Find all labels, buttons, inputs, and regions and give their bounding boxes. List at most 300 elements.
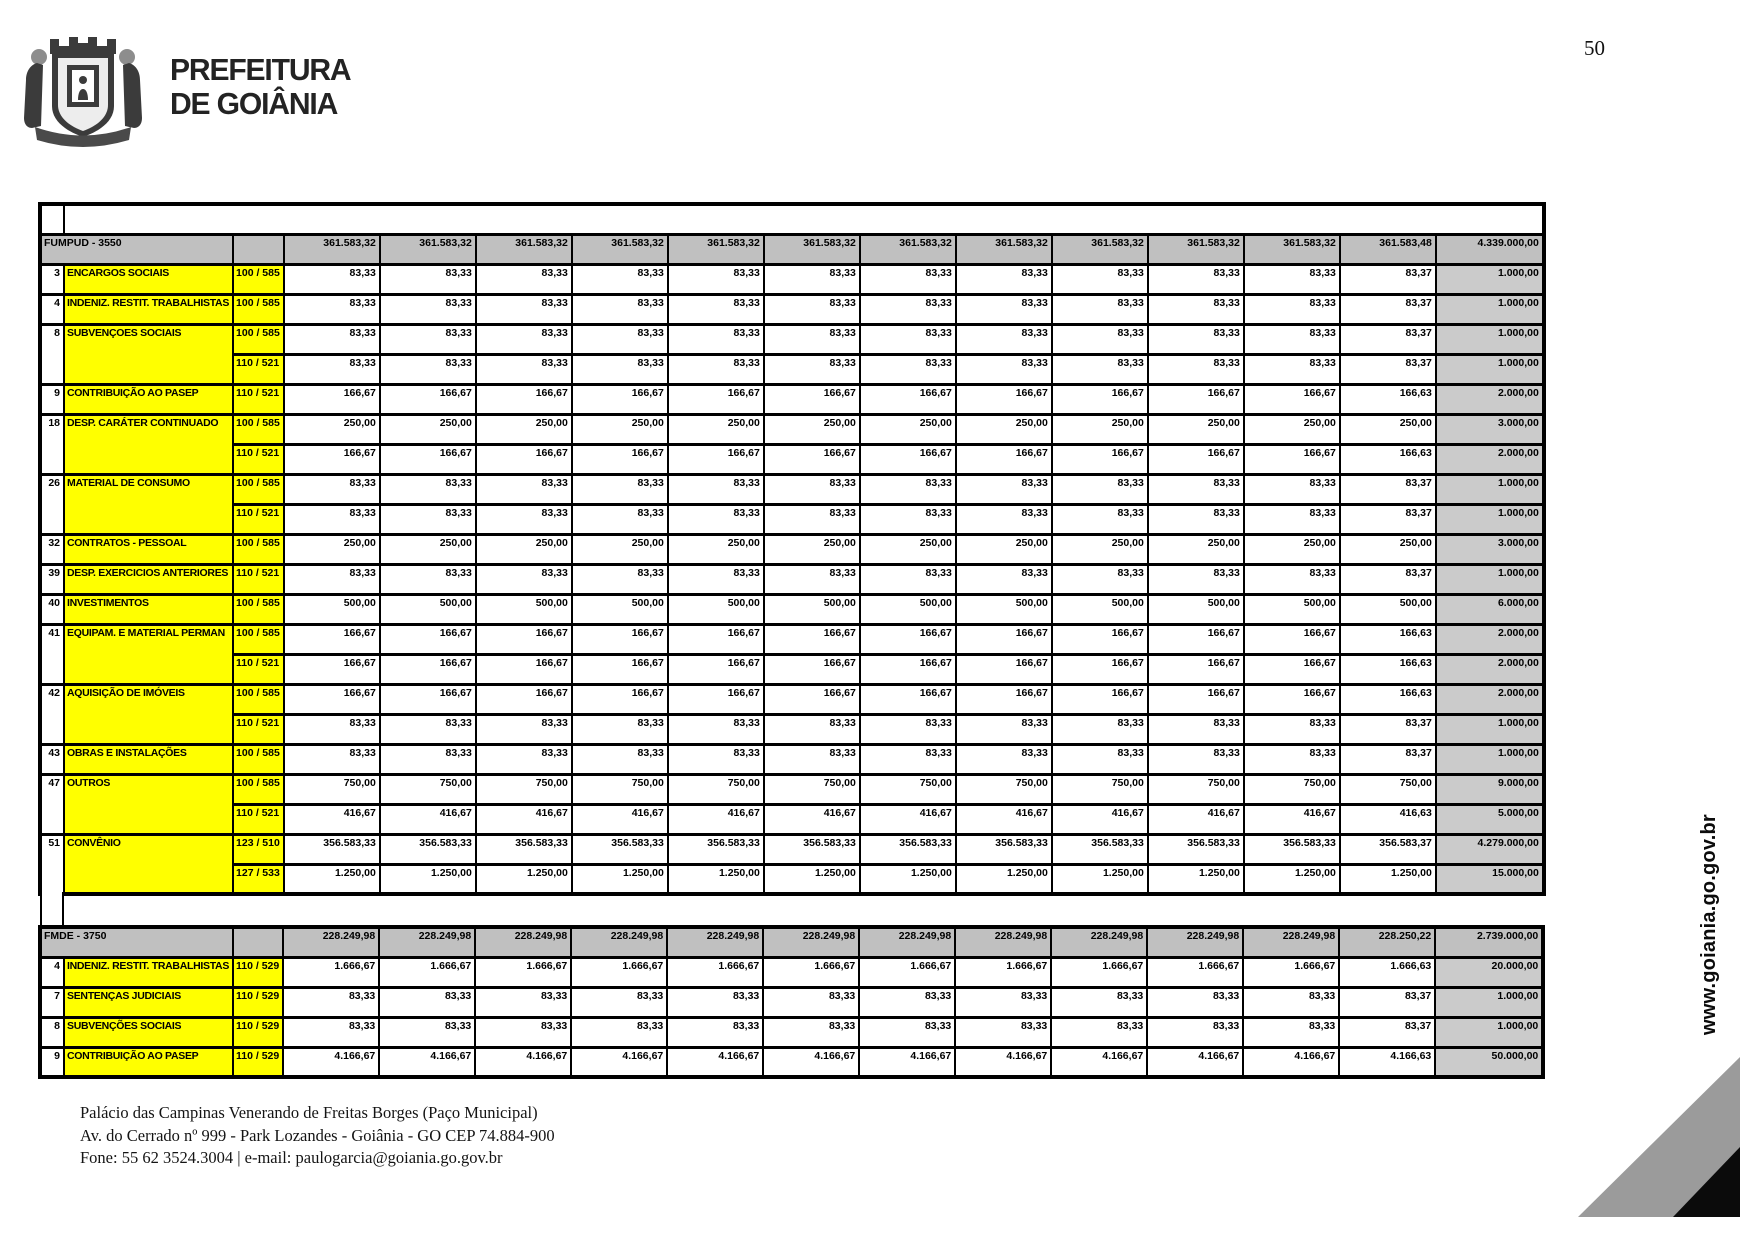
value-cell: 250,00 [956, 414, 1052, 444]
section-month-total-cell: 228.249,98 [955, 927, 1051, 957]
value-cell: 500,00 [572, 594, 668, 624]
value-cell: 83,33 [860, 564, 956, 594]
value-cell: 1.250,00 [668, 864, 764, 894]
category-cell: DESP. CARÁTER CONTINUADO [64, 414, 233, 474]
value-cell: 83,33 [475, 987, 571, 1017]
value-cell: 83,33 [859, 1017, 955, 1047]
value-cell: 416,67 [1052, 804, 1148, 834]
value-cell: 83,33 [1244, 744, 1340, 774]
value-cell: 83,33 [764, 474, 860, 504]
value-cell: 500,00 [1148, 594, 1244, 624]
value-cell: 83,33 [284, 504, 380, 534]
spacer-row [40, 204, 1544, 234]
value-cell: 83,33 [284, 324, 380, 354]
value-cell: 166,67 [860, 684, 956, 714]
value-cell: 83,33 [1051, 1017, 1147, 1047]
value-cell: 250,00 [476, 414, 572, 444]
table-row [40, 834, 1544, 864]
value-cell: 83,33 [860, 474, 956, 504]
section-month-total-cell: 228.249,98 [667, 927, 763, 957]
code-cell: 100 / 585 [233, 534, 284, 564]
value-cell: 166,67 [956, 384, 1052, 414]
row-number-cell: 42 [40, 684, 64, 744]
value-cell: 250,00 [572, 414, 668, 444]
value-cell: 83,33 [1243, 1017, 1339, 1047]
value-cell: 166,67 [956, 444, 1052, 474]
value-cell: 416,67 [380, 804, 476, 834]
value-cell: 83,33 [860, 714, 956, 744]
value-cell: 750,00 [1340, 774, 1436, 804]
value-cell: 166,67 [476, 444, 572, 474]
section-header-row [40, 927, 1543, 957]
table-row [40, 534, 1544, 564]
value-cell: 250,00 [956, 534, 1052, 564]
value-cell: 250,00 [764, 534, 860, 564]
value-cell: 83,33 [956, 294, 1052, 324]
row-number-cell: 18 [40, 414, 64, 474]
value-cell: 166,67 [1052, 654, 1148, 684]
table-row [40, 354, 1544, 384]
total-cell: 20.000,00 [1435, 957, 1543, 987]
total-cell: 9.000,00 [1436, 774, 1544, 804]
category-cell: CONTRIBUIÇÃO AO PASEP [64, 1047, 233, 1077]
section-month-total-cell: 228.249,98 [1147, 927, 1243, 957]
value-cell: 166,67 [476, 384, 572, 414]
row-number-cell: 4 [40, 957, 64, 987]
value-cell: 83,33 [476, 714, 572, 744]
value-cell: 1.250,00 [572, 864, 668, 894]
footer-line-address: Av. do Cerrado nº 999 - Park Lozandes - Goiânia - GO CEP 74.884-900 [80, 1125, 555, 1145]
value-cell: 4.166,67 [1051, 1047, 1147, 1077]
value-cell: 416,67 [1244, 804, 1340, 834]
section-month-total-cell: 361.583,32 [1052, 234, 1148, 264]
value-cell: 83,33 [1148, 714, 1244, 744]
code-cell: 100 / 585 [233, 324, 284, 354]
value-cell: 500,00 [668, 594, 764, 624]
value-cell: 166,67 [1052, 684, 1148, 714]
category-cell: SUBVENÇÕES SOCIAIS [64, 1017, 233, 1047]
value-cell: 416,67 [764, 804, 860, 834]
value-cell: 250,00 [1148, 534, 1244, 564]
value-cell: 1.250,00 [284, 864, 380, 894]
value-cell: 250,00 [284, 414, 380, 444]
value-cell: 83,33 [1052, 294, 1148, 324]
code-cell: 110 / 521 [233, 564, 284, 594]
value-cell: 166,67 [1052, 384, 1148, 414]
total-cell: 3.000,00 [1436, 534, 1544, 564]
row-number-cell: 26 [40, 474, 64, 534]
table-row [40, 264, 1544, 294]
value-cell: 166,67 [572, 444, 668, 474]
value-cell: 166,67 [956, 684, 1052, 714]
value-cell: 83,33 [764, 504, 860, 534]
value-cell: 83,33 [380, 744, 476, 774]
value-cell: 83,33 [379, 1017, 475, 1047]
value-cell: 500,00 [380, 594, 476, 624]
value-cell: 83,33 [668, 504, 764, 534]
table-row [40, 684, 1544, 714]
value-cell: 250,00 [572, 534, 668, 564]
value-cell: 83,33 [284, 564, 380, 594]
value-cell: 166,67 [764, 624, 860, 654]
value-cell: 83,33 [860, 324, 956, 354]
value-cell: 416,63 [1340, 804, 1436, 834]
value-cell: 83,33 [764, 294, 860, 324]
value-cell: 166,67 [1244, 384, 1340, 414]
value-cell: 356.583,33 [668, 834, 764, 864]
value-cell: 83,37 [1340, 564, 1436, 594]
table-row [40, 1047, 1543, 1077]
total-cell: 2.000,00 [1436, 624, 1544, 654]
value-cell: 750,00 [1052, 774, 1148, 804]
value-cell: 166,67 [380, 654, 476, 684]
value-cell: 500,00 [860, 594, 956, 624]
row-number-cell: 8 [40, 1017, 64, 1047]
value-cell: 166,67 [860, 384, 956, 414]
value-cell: 83,33 [1052, 264, 1148, 294]
value-cell: 166,67 [572, 654, 668, 684]
value-cell: 1.666,67 [571, 957, 667, 987]
value-cell: 83,33 [380, 474, 476, 504]
total-cell: 50.000,00 [1435, 1047, 1543, 1077]
value-cell: 166,63 [1340, 624, 1436, 654]
value-cell: 83,33 [572, 504, 668, 534]
value-cell: 83,33 [1052, 744, 1148, 774]
section-month-total-cell: 361.583,48 [1340, 234, 1436, 264]
value-cell: 750,00 [476, 774, 572, 804]
code-cell: 100 / 585 [233, 774, 284, 804]
value-cell: 83,33 [956, 354, 1052, 384]
section-month-total-cell: 361.583,32 [380, 234, 476, 264]
value-cell: 1.666,67 [475, 957, 571, 987]
total-cell: 1.000,00 [1436, 504, 1544, 534]
value-cell: 750,00 [380, 774, 476, 804]
value-cell: 83,33 [380, 264, 476, 294]
value-cell: 356.583,33 [380, 834, 476, 864]
section-month-total-cell: 361.583,32 [668, 234, 764, 264]
value-cell: 83,33 [1148, 264, 1244, 294]
value-cell: 356.583,33 [956, 834, 1052, 864]
value-cell: 83,33 [572, 354, 668, 384]
page-number: 50 [1584, 36, 1605, 60]
table-row [40, 444, 1544, 474]
value-cell: 83,33 [572, 294, 668, 324]
code-cell: 110 / 521 [233, 444, 284, 474]
code-cell: 110 / 521 [233, 654, 284, 684]
value-cell: 166,67 [284, 444, 380, 474]
value-cell: 166,67 [860, 624, 956, 654]
row-number-cell: 4 [40, 294, 64, 324]
table-row [40, 987, 1543, 1017]
value-cell: 356.583,33 [860, 834, 956, 864]
value-cell: 83,33 [476, 324, 572, 354]
value-cell: 416,67 [476, 804, 572, 834]
value-cell: 83,37 [1340, 474, 1436, 504]
value-cell: 83,33 [572, 744, 668, 774]
table-row [40, 594, 1544, 624]
code-cell: 110 / 521 [233, 384, 284, 414]
total-cell: 1.000,00 [1436, 744, 1544, 774]
value-cell: 166,67 [1244, 684, 1340, 714]
value-cell: 83,33 [1148, 744, 1244, 774]
value-cell: 83,33 [476, 504, 572, 534]
value-cell: 750,00 [764, 774, 860, 804]
value-cell: 166,67 [1052, 624, 1148, 654]
value-cell: 1.666,67 [1243, 957, 1339, 987]
section-month-total-cell: 228.250,22 [1339, 927, 1435, 957]
code-cell: 110 / 521 [233, 504, 284, 534]
spacer-gutter-cell [40, 204, 64, 234]
value-cell: 83,33 [284, 744, 380, 774]
value-cell: 166,67 [476, 654, 572, 684]
total-cell: 1.000,00 [1435, 987, 1543, 1017]
total-cell: 1.000,00 [1436, 474, 1544, 504]
value-cell: 250,00 [764, 414, 860, 444]
table-row [40, 384, 1544, 414]
value-cell: 1.666,67 [859, 957, 955, 987]
value-cell: 166,67 [380, 384, 476, 414]
value-cell: 83,33 [284, 714, 380, 744]
value-cell: 166,67 [860, 444, 956, 474]
value-cell: 250,00 [668, 414, 764, 444]
table-row [40, 294, 1544, 324]
table-row [40, 324, 1544, 354]
section-grand-total-cell: 4.339.000,00 [1436, 234, 1544, 264]
value-cell: 166,67 [668, 684, 764, 714]
code-cell: 100 / 585 [233, 264, 284, 294]
value-cell: 1.666,67 [955, 957, 1051, 987]
value-cell: 83,33 [284, 264, 380, 294]
category-cell: EQUIPAM. E MATERIAL PERMAN [64, 624, 233, 684]
value-cell: 4.166,67 [955, 1047, 1051, 1077]
value-cell: 83,33 [956, 504, 1052, 534]
section-code-cell [233, 234, 284, 264]
value-cell: 83,33 [475, 1017, 571, 1047]
value-cell: 166,67 [572, 384, 668, 414]
value-cell: 83,33 [1148, 324, 1244, 354]
value-cell: 83,33 [284, 354, 380, 384]
section-month-total-cell: 228.249,98 [571, 927, 667, 957]
value-cell: 83,33 [764, 564, 860, 594]
value-cell: 83,33 [572, 264, 668, 294]
value-cell: 83,33 [1244, 714, 1340, 744]
value-cell: 83,33 [572, 564, 668, 594]
value-cell: 83,33 [668, 474, 764, 504]
value-cell: 1.250,00 [956, 864, 1052, 894]
value-cell: 83,33 [1052, 564, 1148, 594]
value-cell: 83,33 [860, 744, 956, 774]
value-cell: 83,33 [1243, 987, 1339, 1017]
value-cell: 250,00 [1340, 534, 1436, 564]
value-cell: 1.250,00 [764, 864, 860, 894]
row-number-cell: 7 [40, 987, 64, 1017]
value-cell: 83,33 [1148, 504, 1244, 534]
value-cell: 500,00 [284, 594, 380, 624]
value-cell: 83,33 [764, 354, 860, 384]
code-cell: 110 / 529 [233, 957, 283, 987]
total-cell: 5.000,00 [1436, 804, 1544, 834]
value-cell: 83,33 [956, 324, 1052, 354]
value-cell: 4.166,67 [859, 1047, 955, 1077]
value-cell: 83,33 [1051, 987, 1147, 1017]
row-number-cell: 39 [40, 564, 64, 594]
total-cell: 4.279.000,00 [1436, 834, 1544, 864]
value-cell: 83,33 [668, 564, 764, 594]
value-cell: 1.250,00 [1340, 864, 1436, 894]
value-cell: 83,33 [380, 564, 476, 594]
value-cell: 83,33 [956, 744, 1052, 774]
total-cell: 2.000,00 [1436, 384, 1544, 414]
value-cell: 416,67 [284, 804, 380, 834]
section-title-cell: FUMPUD - 3550 [40, 234, 233, 264]
row-number-cell: 9 [40, 1047, 64, 1077]
value-cell: 500,00 [476, 594, 572, 624]
value-cell: 83,33 [1052, 714, 1148, 744]
value-cell: 83,33 [284, 474, 380, 504]
row-number-cell: 9 [40, 384, 64, 414]
value-cell: 166,67 [1244, 444, 1340, 474]
category-cell: SENTENÇAS JUDICIAIS [64, 987, 233, 1017]
value-cell: 166,67 [380, 624, 476, 654]
section-month-total-cell: 361.583,32 [1148, 234, 1244, 264]
value-cell: 166,67 [476, 684, 572, 714]
value-cell: 83,33 [571, 1017, 667, 1047]
value-cell: 83,33 [1244, 294, 1340, 324]
value-cell: 83,33 [572, 324, 668, 354]
value-cell: 83,33 [955, 987, 1051, 1017]
value-cell: 83,33 [860, 264, 956, 294]
value-cell: 750,00 [860, 774, 956, 804]
footer-line-palace: Palácio das Campinas Venerando de Freitas Borges (Paço Municipal) [80, 1103, 538, 1122]
value-cell: 500,00 [1052, 594, 1148, 624]
section-month-total-cell: 228.249,98 [763, 927, 859, 957]
value-cell: 166,67 [1148, 624, 1244, 654]
value-cell: 83,33 [572, 714, 668, 744]
value-cell: 83,33 [380, 714, 476, 744]
section-month-total-cell: 361.583,32 [860, 234, 956, 264]
value-cell: 166,67 [860, 654, 956, 684]
code-cell: 100 / 585 [233, 684, 284, 714]
value-cell: 166,63 [1340, 654, 1436, 684]
code-cell: 100 / 585 [233, 594, 284, 624]
row-number-cell: 32 [40, 534, 64, 564]
total-cell: 2.000,00 [1436, 684, 1544, 714]
row-number-cell: 43 [40, 744, 64, 774]
total-cell: 1.000,00 [1436, 264, 1544, 294]
value-cell: 83,33 [476, 294, 572, 324]
value-cell: 83,33 [955, 1017, 1051, 1047]
total-cell: 1.000,00 [1436, 294, 1544, 324]
value-cell: 83,33 [283, 987, 379, 1017]
value-cell: 750,00 [1244, 774, 1340, 804]
value-cell: 83,33 [1052, 504, 1148, 534]
row-number-cell: 40 [40, 594, 64, 624]
value-cell: 83,37 [1339, 987, 1435, 1017]
value-cell: 83,37 [1340, 294, 1436, 324]
value-cell: 83,33 [1244, 264, 1340, 294]
value-cell: 83,33 [668, 354, 764, 384]
table-row [40, 864, 1544, 894]
table-row [40, 714, 1544, 744]
section-month-total-cell: 361.583,32 [572, 234, 668, 264]
value-cell: 356.583,33 [764, 834, 860, 864]
code-cell: 100 / 585 [233, 414, 284, 444]
value-cell: 416,67 [572, 804, 668, 834]
value-cell: 83,33 [476, 354, 572, 384]
value-cell: 1.250,00 [1052, 864, 1148, 894]
value-cell: 83,33 [764, 324, 860, 354]
total-cell: 1.000,00 [1435, 1017, 1543, 1047]
value-cell: 83,33 [1052, 474, 1148, 504]
value-cell: 4.166,67 [1147, 1047, 1243, 1077]
value-cell: 166,67 [1148, 684, 1244, 714]
total-cell: 3.000,00 [1436, 414, 1544, 444]
value-cell: 83,33 [1244, 324, 1340, 354]
value-cell: 4.166,67 [763, 1047, 859, 1077]
value-cell: 83,33 [1052, 354, 1148, 384]
city-coat-of-arms-icon [8, 24, 158, 150]
value-cell: 83,33 [1147, 1017, 1243, 1047]
value-cell: 166,67 [764, 444, 860, 474]
value-cell: 4.166,67 [1243, 1047, 1339, 1077]
value-cell: 83,37 [1340, 744, 1436, 774]
value-cell: 356.583,33 [1244, 834, 1340, 864]
value-cell: 250,00 [1052, 414, 1148, 444]
row-number-cell: 47 [40, 774, 64, 834]
category-cell: INVESTIMENTOS [64, 594, 233, 624]
value-cell: 4.166,63 [1339, 1047, 1435, 1077]
value-cell: 750,00 [1148, 774, 1244, 804]
brand-title [170, 53, 350, 121]
value-cell: 250,00 [1244, 534, 1340, 564]
category-cell: CONTRATOS - PESSOAL [64, 534, 233, 564]
budget-table-fumpud [38, 202, 1546, 896]
category-cell: OBRAS E INSTALAÇÕES [64, 744, 233, 774]
total-cell: 1.000,00 [1436, 354, 1544, 384]
code-cell: 110 / 529 [233, 1047, 283, 1077]
value-cell: 83,33 [764, 744, 860, 774]
value-cell: 83,33 [956, 714, 1052, 744]
value-cell: 4.166,67 [379, 1047, 475, 1077]
section-month-total-cell: 228.249,98 [1243, 927, 1339, 957]
total-cell: 1.000,00 [1436, 714, 1544, 744]
footer-line-phone-email: Fone: 55 62 3524.3004 | e-mail: paulogarcia@goiania.go.gov.br [80, 1148, 503, 1167]
value-cell: 83,33 [1148, 354, 1244, 384]
table-row [40, 564, 1544, 594]
value-cell: 1.666,67 [379, 957, 475, 987]
section-code-cell [233, 927, 283, 957]
value-cell: 250,00 [668, 534, 764, 564]
value-cell: 166,63 [1340, 444, 1436, 474]
category-cell: ENCARGOS SOCIAIS [64, 264, 233, 294]
category-cell: INDENIZ. RESTIT. TRABALHISTAS [64, 294, 233, 324]
section-month-total-cell: 228.249,98 [379, 927, 475, 957]
value-cell: 1.666,67 [283, 957, 379, 987]
value-cell: 166,67 [668, 654, 764, 684]
spacer-cell [64, 204, 1544, 234]
value-cell: 83,33 [476, 264, 572, 294]
value-cell: 83,33 [476, 564, 572, 594]
value-cell: 83,37 [1339, 1017, 1435, 1047]
table-row [40, 744, 1544, 774]
value-cell: 83,33 [764, 714, 860, 744]
code-cell: 110 / 529 [233, 987, 283, 1017]
section-month-total-cell: 228.249,98 [1051, 927, 1147, 957]
value-cell: 250,00 [1052, 534, 1148, 564]
category-cell: SUBVENÇOES SOCIAIS [64, 324, 233, 384]
value-cell: 166,67 [284, 624, 380, 654]
table-row [40, 1017, 1543, 1047]
